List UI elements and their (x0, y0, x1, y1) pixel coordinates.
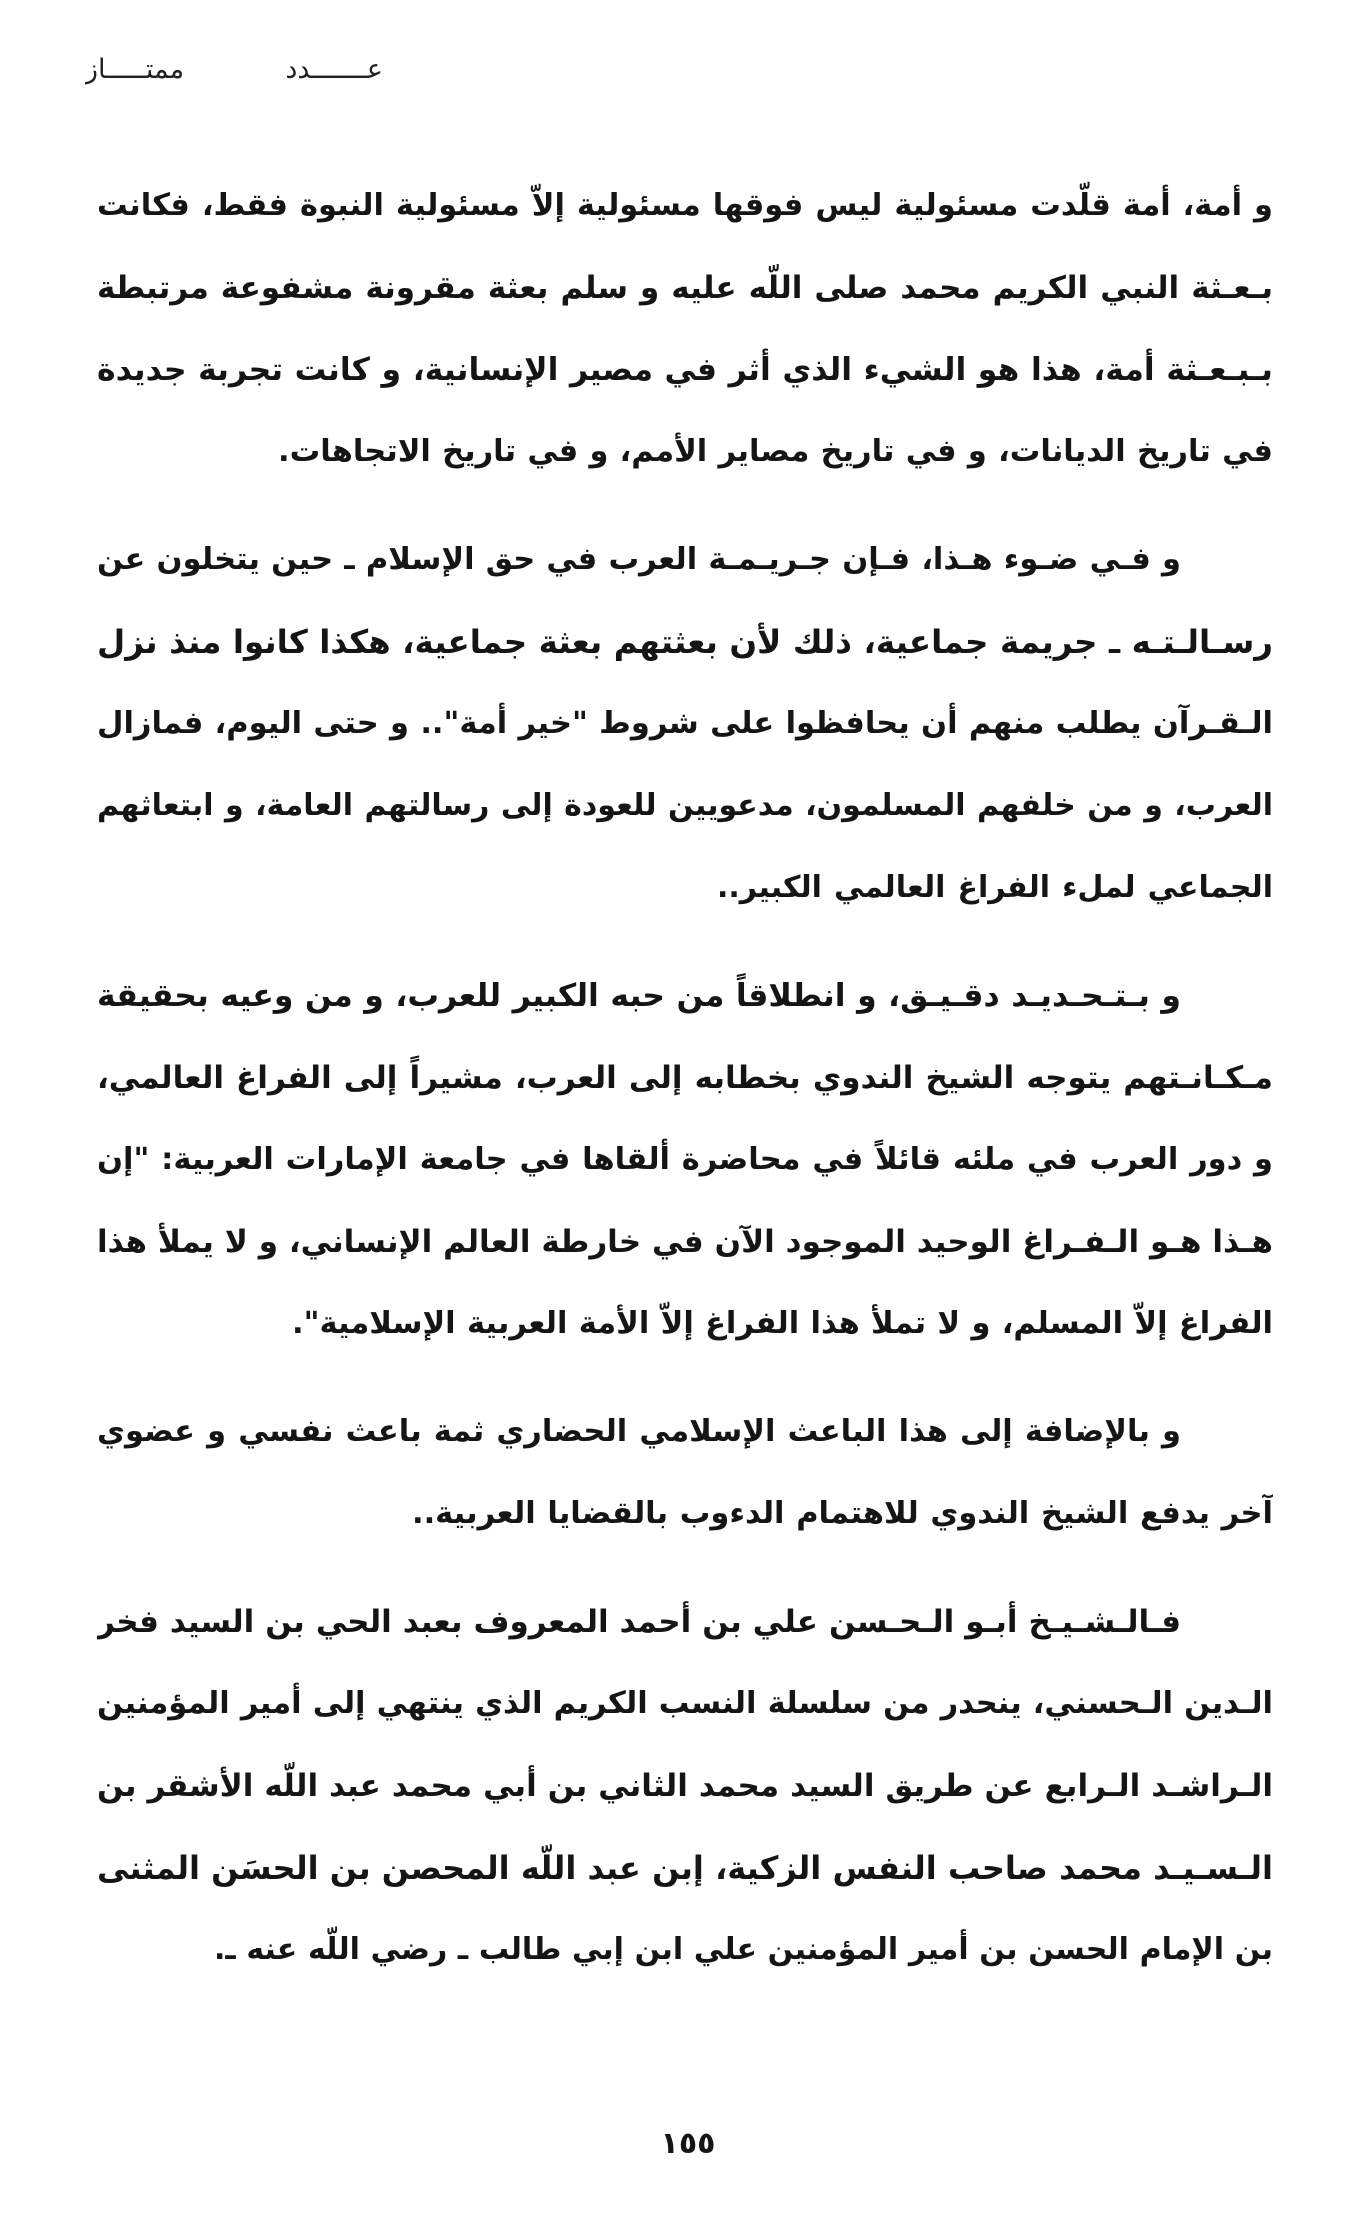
text-line-first: و بـتـحـديـد دقـيـق، و انطلاقاً من حبه الكبير للعرب، و من وعيه بحقيقة (97, 978, 1181, 1014)
paragraph-4 (97, 1391, 1273, 1555)
text-line: هـذا هـو الـفـراغ الوحيد الموجود الآن في خارطة العالم الإنساني، و لا يملأ هذا (97, 1224, 1273, 1260)
text-line: الـراشـد الـرابع عن طريق السيد محمد الثاني بن أبي محمد عبد اللّه الأشقر بن (97, 1768, 1273, 1804)
text-line-last: في تاريخ الديانات، و في تاريخ مصاير الأمم، و في تاريخ الاتجاهات. (278, 434, 1273, 469)
text-line: بـعـثة النبي الكريم محمد صلى اللّه عليه و سلم بعثة مقرونة مشفوعة مرتبطة (97, 270, 1273, 306)
text-line: و دور العرب في ملئه قائلاً في محاضرة ألقاها في جامعة الإمارات العربية: "إن (97, 1142, 1273, 1177)
text-line-last: الجماعي لملء الفراغ العالمي الكبير.. (717, 870, 1273, 905)
paragraph-1 (97, 165, 1273, 493)
text-line-first: فـالـشـيـخ أبـو الـحـسن علي بن أحمد المعروف بعبد الحي بن السيد فخر (97, 1604, 1181, 1640)
text-line: مـكـانـتهم يتوجه الشيخ الندوي بخطابه إلى العرب، مشيراً إلى الفراغ العالمي، (97, 1060, 1273, 1096)
text-line: الـدين الـحسني، ينحدر من سلسلة النسب الكريم الذي ينتهي إلى أمير المؤمنين (97, 1686, 1273, 1721)
text-line: العرب، و من خلفهم المسلمون، مدعويين للعودة إلى رسالتهم العامة، و ابتعاثهم (97, 788, 1273, 823)
page-number: ١٥٥ (660, 2126, 716, 2161)
text-line: رسـالـتـه ـ جريمة جماعية، ذلك لأن بعثتهم بعثة جماعية، هكذا كانوا منذ نزل (97, 623, 1273, 661)
text-line-first: و فـي ضـوء هـذا، فـإن جـريـمـة العرب في حق الإسلام ـ حين يتخلون عن (97, 542, 1181, 577)
text-line: الـقـرآن يطلب منهم أن يحافظوا على شروط "خير أمة".. و حتى اليوم، فمازال (97, 706, 1273, 741)
text-line-last: الفراغ إلاّ المسلم، و لا تملأ هذا الفراغ إلاّ الأمة العربية الإسلامية". (292, 1306, 1273, 1341)
text-line: و أمة، أمة قلّدت مسئولية ليس فوقها مسئولية إلاّ مسئولية النبوة فقط، فكانت (97, 188, 1273, 223)
paragraph-2 (97, 519, 1273, 929)
paragraph-3 (97, 955, 1273, 1365)
paragraph-5 (97, 1581, 1273, 1991)
text-line-last: بن الإمام الحسن بن أمير المؤمنين علي ابن إبي طالب ـ رضي اللّه عنه ـ. (214, 1932, 1273, 1967)
running-header-title: عـــــــدد ممتـــــاز (85, 54, 383, 85)
text-line: الـسـيـد محمد صاحب النفس الزكية، إبن عبد اللّه المحصن بن الحسَن المثنى (97, 1849, 1273, 1887)
text-line-first: و بالإضافة إلى هذا الباعث الإسلامي الحضاري ثمة باعث نفسي و عضوي (97, 1414, 1181, 1449)
text-line: بـبـعـثة أمة، هذا هو الشيء الذي أثر في مصير الإنسانية، و كانت تجربة جديدة (97, 352, 1273, 388)
body-text (97, 165, 1273, 2017)
text-line-last: آخر يدفع الشيخ الندوي للاهتمام الدءوب بالقضايا العربية.. (412, 1496, 1273, 1531)
